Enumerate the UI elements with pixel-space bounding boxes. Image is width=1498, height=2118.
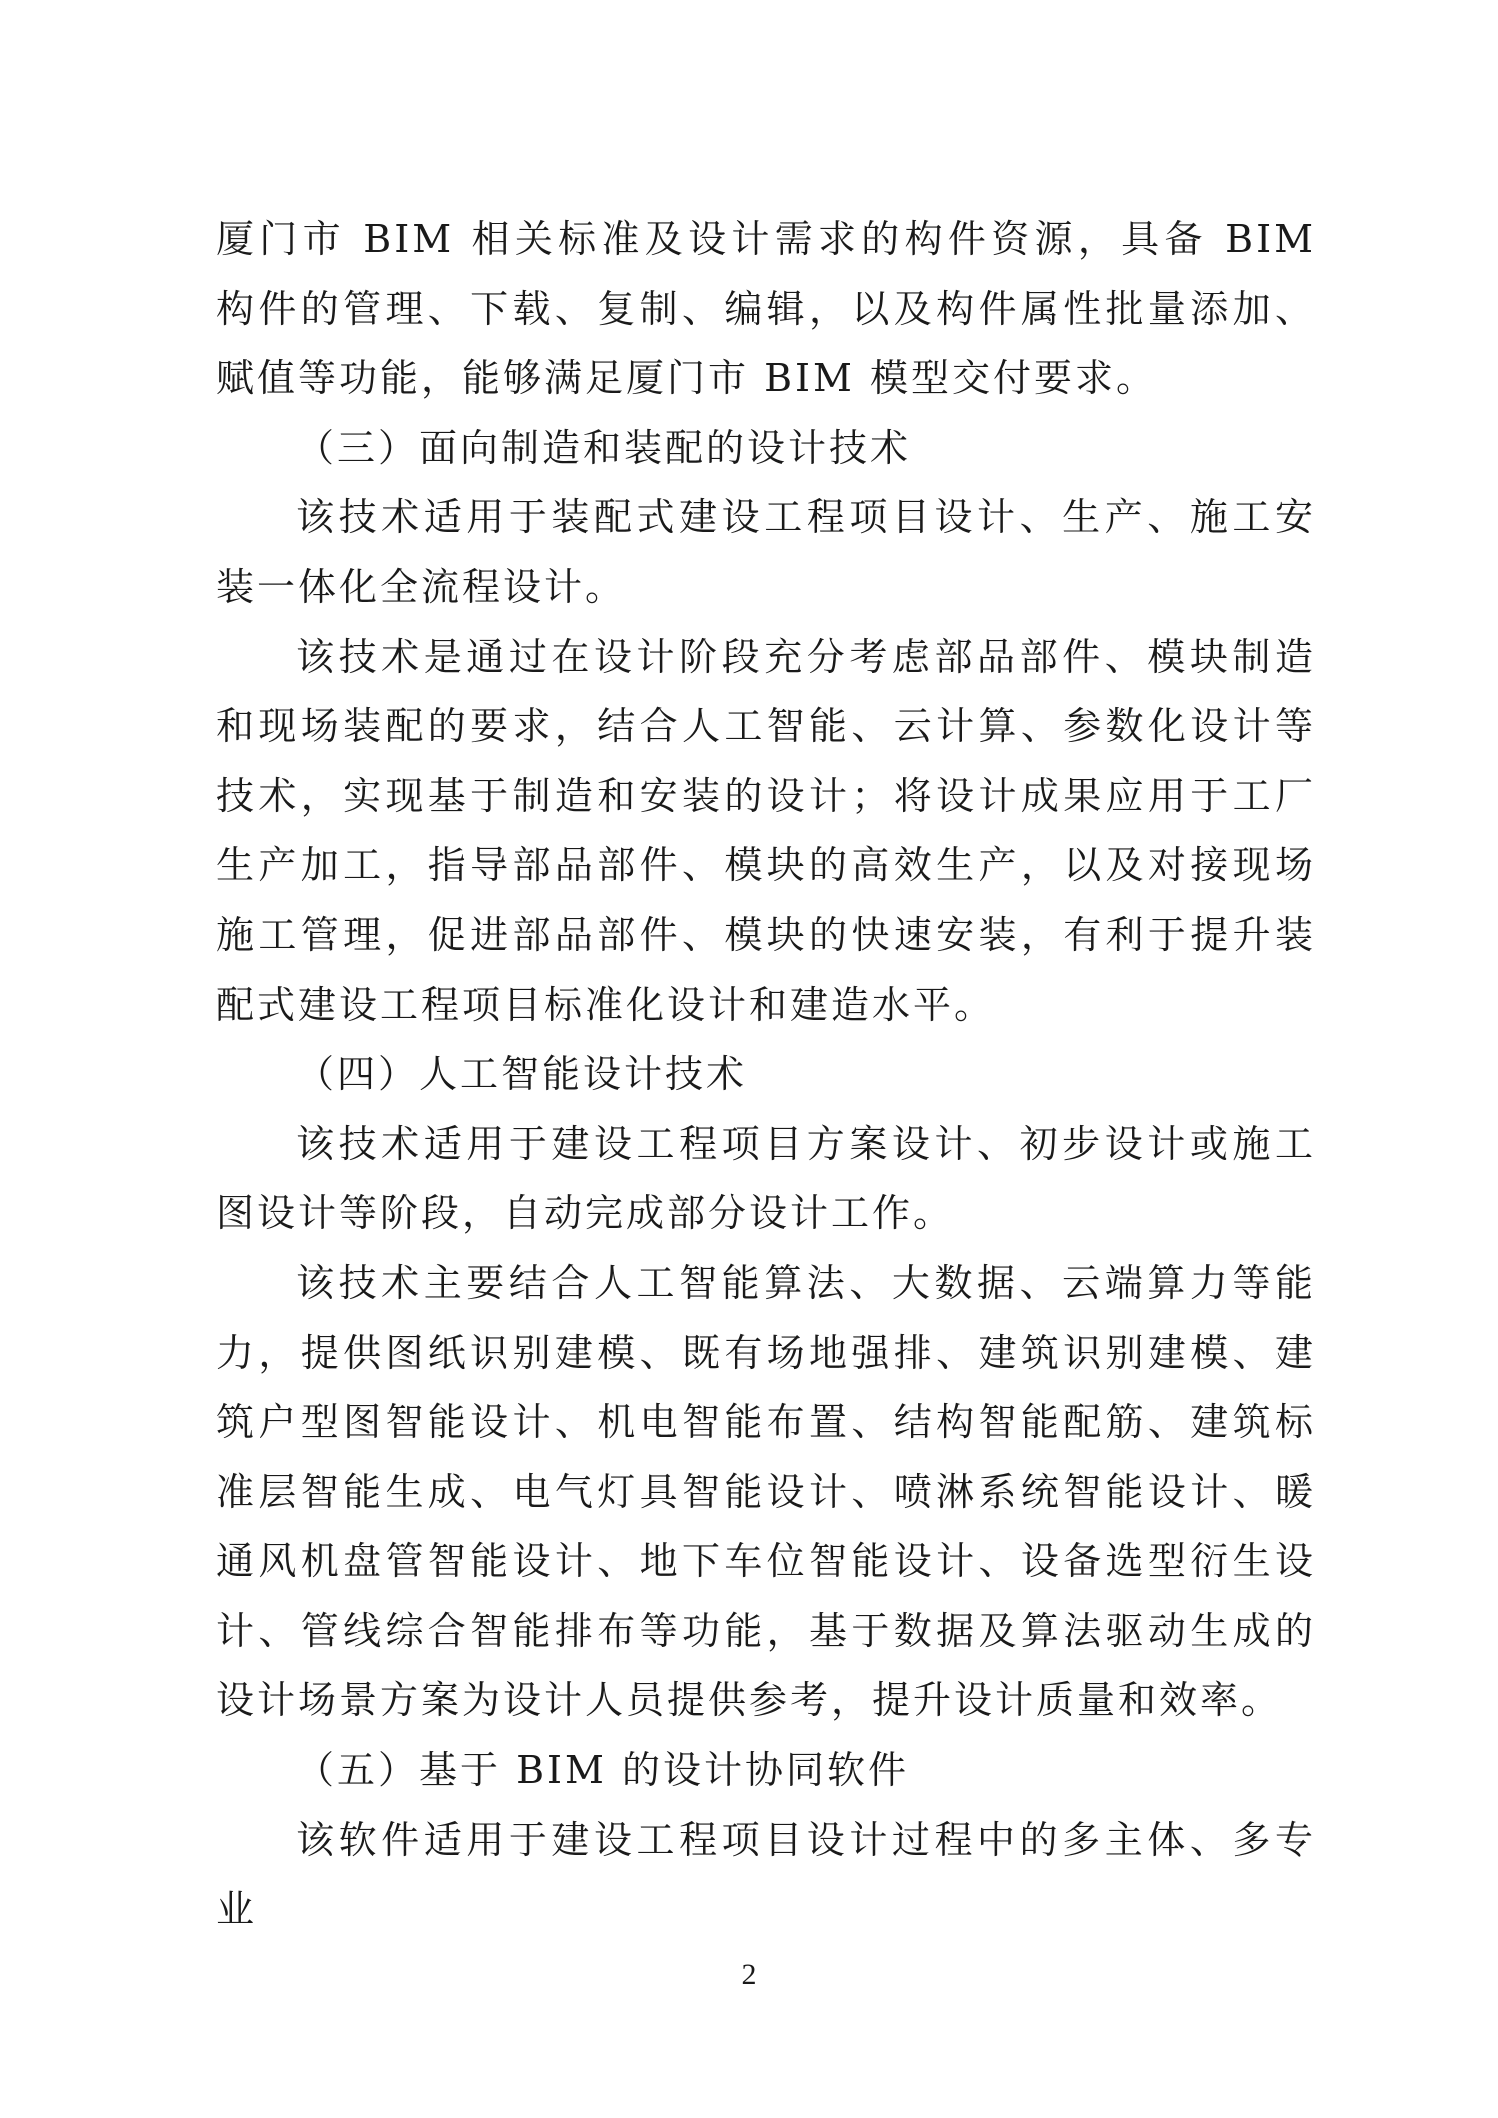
section-heading-3: （三）面向制造和装配的设计技术	[296, 425, 912, 470]
paragraph-bim-component-library: 厦门市 BIM 相关标准及设计需求的构件资源，具备 BIM 构件的管理、下载、复制、编辑，以及构件属性批量添加、赋值等功能，能够满足厦门市 BIM 模型交付要求。	[216, 217, 1316, 401]
paragraph-ai-design-description: 该技术主要结合人工智能算法、大数据、云端算力等能力，提供图纸识别建模、既有场地强排、建筑识别建模、建筑户型图智能设计、机电智能布置、结构智能配筋、建筑标准层智能生成、电气灯具智能设计、喷淋系统智能设计、暖通风机盘管智能设计、地下车位智能设计、设备选型衍生设计、管线综合智能排布等功能，基于数据及算法驱动生成的设计场景方案为设计人员提供参考，提升设计质量和效率。	[216, 1260, 1316, 1723]
paragraph-dfma-description: 该技术是通过在设计阶段充分考虑部品部件、模块制造和现场装配的要求，结合人工智能、云计算、参数化设计等技术，实现基于制造和安装的设计；将设计成果应用于工厂生产加工，指导部品部件、模块的高效生产，以及对接现场施工管理，促进部品部件、模块的快速安装，有利于提升装配式建设工程项目标准化设计和建造水平。	[216, 634, 1316, 1027]
section-heading-4: （四）人工智能设计技术	[296, 1052, 748, 1097]
paragraph-ai-design-scope: 该技术适用于建设工程项目方案设计、初步设计或施工图设计等阶段，自动完成部分设计工作。	[216, 1121, 1316, 1236]
paragraph-bim-collaboration-scope: 该软件适用于建设工程项目设计过程中的多主体、多专业	[216, 1817, 1316, 1932]
section-heading-5: （五）基于 BIM 的设计协同软件	[296, 1748, 910, 1793]
document-body	[216, 205, 1316, 1945]
page-number: 2	[741, 1958, 757, 1991]
paragraph-dfma-scope: 该技术适用于装配式建设工程项目设计、生产、施工安装一体化全流程设计。	[216, 495, 1316, 609]
